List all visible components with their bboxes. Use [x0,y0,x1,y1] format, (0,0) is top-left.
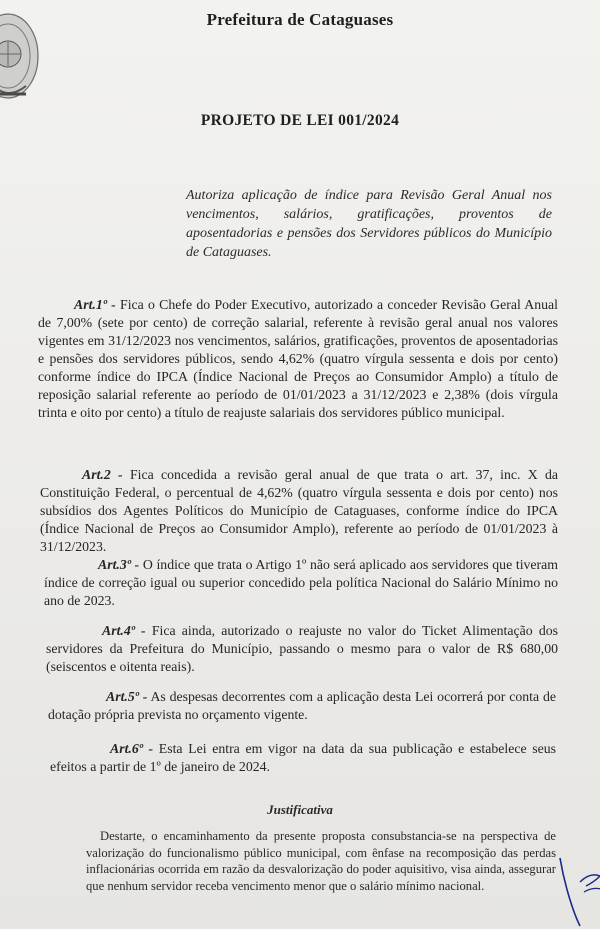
project-title: PROJETO DE LEI 001/2024 [200,112,400,129]
article-3 [44,556,558,610]
header-title: Prefeitura de Cataguases [206,10,394,29]
article-lead: Art.2 - [82,467,123,482]
article-text: O índice que trata o Artigo 1º não será aplicado aos servidores que tiveram índice de correção igual ou superior concedido pela política Nacional do Salário Mínimo no ano de 2023. [44,557,558,608]
article-text: Fica concedida a revisão geral anual de que trata o art. 37, inc. X da Constituição Federal, o percentual de 4,62% (quatro vírgula sessenta e dois por cento) nos subsídios dos Agentes Políticos do Município de Cataguases, conforme índice do IPCA (Índice Nacional de Preços ao Consumidor Amplo), referente ao período de 01/01/2023 à 31/12/2023. [40,467,558,554]
justification-body: Destarte, o encaminhamento da presente proposta consubstancia-se na perspectiva de valorização do funcionalismo público municipal, com ênfase na recomposição das perdas inflacionárias ocorrida em razão da desvalorização do poder aquisitivo, visa ainda, assegurar que nenhum servidor receba vencimento menor que o salário mínimo nacional. [86,829,556,893]
article-text: Esta Lei entra em vigor na data da sua publicação e estabelece seus efeitos a partir de 1º de janeiro de 2024. [50,741,557,774]
article-text: Fica o Chefe do Poder Executivo, autorizado a conceder Revisão Geral Anual de 7,00% (sete por cento) de correção salarial, referente à revisão geral anual nos valores vigentes em 31/12/2023 nos vencimentos, salários, gratificações, proventos de aposentadorias e pensões dos servidores públicos, sendo 4,62% (quatro vírgula sessenta e dois por cento) conforme índice do IPCA (Índice Nacional de Preços ao Consumidor Amplo) a título de reposição salarial referente ao período de 01/01/2023 a 31/12/2023 e 2,38% (dois vírgula trinta e oito por cento) a título de reajuste salariais dos servidores público municipal. [38,297,558,420]
article-1 [38,296,558,422]
article-lead: Art.4º - [102,623,146,638]
justification-title: Justificativa [267,802,333,817]
article-5 [48,688,556,724]
article-lead: Art.1º - [74,297,116,312]
article-2 [40,466,558,556]
article-text: As despesas decorrentes com a aplicação desta Lei ocorrerá por conta de dotação própria prevista no orçamento vigente. [48,689,556,722]
article-text: Fica ainda, autorizado o reajuste no valor do Ticket Alimentação dos servidores da Prefeitura do Município, passando o mesmo para o valor de R$ 680,00 (seiscentos e oitenta reais). [46,623,558,674]
justification-text [86,828,556,894]
article-4 [46,622,558,676]
ementa-text: Autoriza aplicação de índice para Revisão Geral Anual nos vencimentos, salários, gratificações, proventos de aposentadorias e pensões dos Servidores públicos do Município de Cataguases. [186,188,552,260]
article-lead: Art.5º - [106,689,148,704]
article-lead: Art.3º - [98,557,140,572]
article-lead: Art.6º - [110,741,154,756]
signature-mark-icon [546,852,600,929]
article-6 [50,740,556,776]
